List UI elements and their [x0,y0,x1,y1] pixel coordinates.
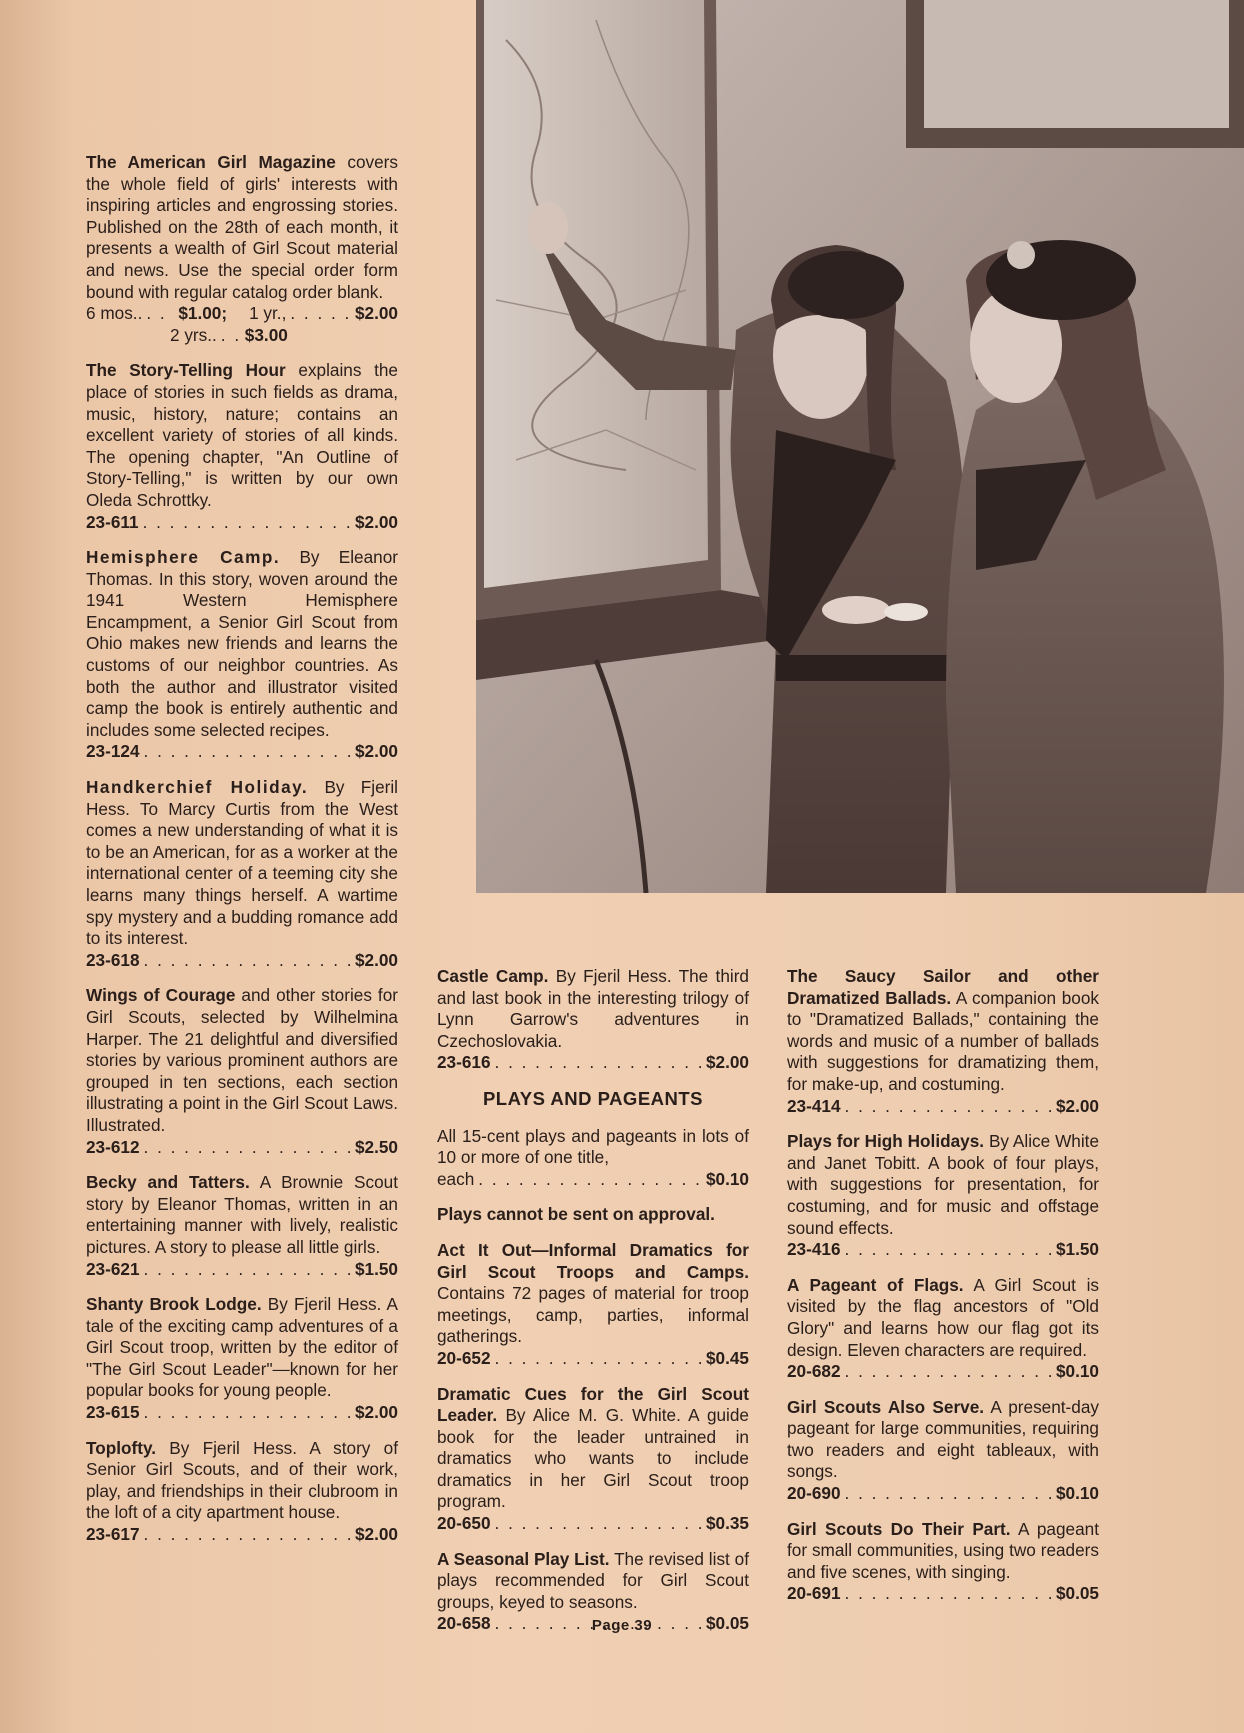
price-line [86,512,398,534]
leader-dots [845,1239,1052,1261]
leader-dots [478,1169,702,1191]
price: $2.00 [354,1524,398,1545]
leader-dots [845,1483,1052,1505]
photo-girl-scouts-at-map [476,0,1244,893]
price: $0.05 [1055,1583,1099,1604]
entry-dramatic-cues [437,1384,749,1535]
price-2-years: $3.00 [244,324,288,345]
leader-dots [845,1583,1052,1605]
catalog-code: 20-691 [787,1583,841,1604]
entry-shanty-brook-lodge [86,1294,398,1424]
entry-saucy-sailor [787,966,1099,1117]
entry-description: explains the place of stories in such fields as drama, music, history, nature; contains an excellent variety of stories of all kinds. The opening chapter, "An Outline of Story-Telling," is written by our own Oleda Schrottky. [86,360,398,510]
column-right [787,966,1099,1619]
catalog-code: 20-682 [787,1361,841,1382]
price: $0.05 [705,1613,749,1634]
entry-description: A present-day pageant for large communities, requiring two readers and eight tableaux, with songs. [787,1396,1099,1482]
catalog-code: 23-617 [86,1524,140,1545]
subscription-line-long [86,325,398,347]
price: $1.50 [1055,1239,1099,1260]
catalog-code: 23-612 [86,1136,140,1157]
catalog-code: 20-690 [787,1483,841,1504]
price: $2.00 [354,741,398,762]
price-line [437,1348,749,1370]
label-1-year: 1 yr., [249,303,287,324]
price: $2.00 [354,1402,398,1423]
label-2-years: 2 yrs.. [170,324,217,345]
entry-description: By Fjeril Hess. To Marcy Curtis from the West comes a new understanding of what it is to be an American, for as a worker at the international center of a teeming city she learns many things herself. A wartime spy mystery and a budding romance add to its interest. [86,777,398,949]
entry-castle-camp [437,966,749,1074]
subscription-line-short [86,303,398,325]
entry-title: Plays for High Holidays. [787,1131,985,1152]
entry-title: Becky and Tatters. [86,1172,250,1193]
label-6-months: 6 mos.. [86,303,143,324]
catalog-code: 23-621 [86,1258,140,1279]
price: $0.45 [705,1347,749,1368]
entry-toplofty [86,1438,398,1546]
price-line [787,1361,1099,1383]
wall-map [476,0,721,620]
entry-description: The revised list of plays recommended for Girl Scout groups, keyed to seasons. [437,1548,749,1612]
leader-dots [144,950,351,972]
entry-description: A companion book to "Dramatized Ballads," containing the words and music of a number of ballads with suggestions for dramatizing them, for make-up, and costuming. [787,987,1100,1094]
leader-dots [144,1137,351,1159]
catalog-code: 23-414 [787,1095,841,1116]
catalog-code: 23-618 [86,949,140,970]
entry-title: Handkerchief Holiday. [86,777,309,798]
entry-title: Castle Camp. [437,966,549,986]
price-line [437,1513,749,1535]
column-middle [437,966,749,1649]
entry-description: All 15-cent plays and pageants in lots of 10 or more of one title, [437,1125,749,1168]
entry-title: Girl Scouts Do Their Part. [787,1518,1011,1539]
leader-dots [845,1096,1052,1118]
price: $2.00 [354,511,398,532]
price-6-months: $1.00; [178,303,228,324]
entry-title: Girl Scouts Also Serve. [787,1396,985,1417]
entry-girl-scouts-also-serve [787,1397,1099,1505]
entry-description: A Brownie Scout story by Eleanor Thomas, written in an entertaining manner with lively, realistic pictures. A story to please all little girls. [86,1172,398,1257]
entry-description: By Fjeril Hess. The third and last book in the interesting trilogy of Lynn Garrow's adventures in Czechoslovakia. [437,966,749,1051]
price-line [787,1239,1099,1261]
entry-hemisphere-camp [86,547,398,763]
entry-title: The American Girl Magazine [86,152,336,172]
entry-title: Shanty Brook Lodge. [86,1294,262,1315]
entry-description: covers the whole field of girls' interests with inspiring articles and engrossing stories. Published on the 28th of each month, it presents a wealth of Girl Scout material and news. Use the special order form bound with regular catalog order blank. [86,152,399,302]
entry-description: By Fjeril Hess. A story of Senior Girl Scouts, and of their work, play, and friendships in their clubroom in the loft of a city apartment house. [86,1437,398,1523]
entry-description: By Alice White and Janet Tobitt. A book of four plays, with suggestions for presentation, for costuming, and for music and offstage sound effects. [787,1131,1099,1238]
leader-dots [221,325,241,347]
price-unit-label: each [437,1168,475,1189]
leader-dots [144,741,351,763]
catalog-code: 23-616 [437,1052,491,1073]
entry-description: By Alice M. G. White. A guide book for the leader untrained in dramatics who wants to include dramatics in her Girl Scout troop program. [437,1405,749,1512]
price-line [86,1402,398,1424]
leader-dots [143,512,351,534]
entry-story-telling-hour [86,360,398,533]
catalog-code: 23-611 [86,511,139,532]
entry-title: A Pageant of Flags. [787,1274,964,1295]
price: $0.10 [705,1168,749,1189]
price: $0.35 [705,1513,749,1534]
entry-title: Dramatic Cues for the Girl Scout Leader. [437,1383,749,1426]
leader-dots [495,1348,702,1370]
price-1-year: $2.00 [354,303,398,324]
price-line [86,1137,398,1159]
entry-description: A pageant for small communities, using two readers and five scenes, with singing. [787,1518,1100,1582]
price: $2.00 [354,949,398,970]
leader-dots [845,1361,1052,1383]
entry-girl-scouts-do-their-part [787,1519,1099,1605]
price-line [437,1052,749,1074]
leader-dots [144,1259,351,1281]
photo-illustration [476,0,1244,893]
entry-description: By Fjeril Hess. A tale of the exciting camp adventures of a Girl Scout troop, written by the editor of "The Girl Scout Leader"—known for her popular books for young people. [86,1294,398,1401]
leader-dots [495,1052,702,1074]
entry-title: Wings of Courage [86,985,236,1006]
price-line [437,1169,749,1191]
price-line [787,1483,1099,1505]
entry-description: By Eleanor Thomas. In this story, woven around the 1941 Western Hemisphere Encampment, a Senior Girl Scout from Ohio makes new friends and learns the customs of our neighbor countries. As both the author and illustrator visited camp the book is entirely authentic and includes some selected recipes. [86,547,398,740]
entry-plays-for-high-holidays [787,1131,1099,1261]
catalog-code: 23-615 [86,1402,140,1423]
entry-title: A Seasonal Play List. [437,1548,610,1569]
entry-title: Toplofty. [86,1437,156,1458]
entry-bulk-pricing [437,1126,749,1191]
leader-dots [146,303,174,325]
price-line [787,1583,1099,1605]
section-heading-plays-and-pageants: PLAYS AND PAGEANTS [482,1087,704,1109]
leader-dots [290,303,351,325]
catalog-code: 23-124 [86,741,140,762]
price: $2.00 [705,1052,749,1073]
price-line [787,1096,1099,1118]
price-line [86,950,398,972]
catalog-code: 20-658 [437,1613,491,1634]
entry-description: and other stories for Girl Scouts, selected by Wilhelmina Harper. The 21 delightful and diversified stories by various prominent authors are grouped in ten sections, each section illustrating a point in the Girl Scout Laws. Illustrated. [86,985,398,1135]
entry-american-girl-magazine [86,152,398,346]
approval-note: Plays cannot be sent on approval. [437,1204,715,1225]
entry-act-it-out [437,1240,749,1370]
entry-handkerchief-holiday [86,777,398,971]
catalog-code: 23-416 [787,1239,841,1260]
price-line [86,1259,398,1281]
picture-frame [906,0,1244,148]
column-left [86,152,398,1560]
price: $2.00 [1055,1095,1099,1116]
price: $0.10 [1055,1483,1099,1504]
leader-dots [495,1513,702,1535]
catalog-code: 20-650 [437,1513,491,1534]
leader-dots [144,1524,351,1546]
price: $2.50 [354,1136,398,1157]
leader-dots [144,1402,351,1424]
price: $0.10 [1055,1361,1099,1382]
page-number: Page 39 [591,1617,653,1634]
price-line [86,741,398,763]
entry-title: The Saucy Sailor and other Dramatized Ballads. [787,966,1099,1008]
entry-wings-of-courage [86,985,398,1158]
entry-description: A Girl Scout is visited by the flag ancestors of "Old Glory" and learns how our flag got its design. Eleven characters are required. [787,1274,1099,1360]
entry-title: Act It Out—Informal Dramatics for Girl Scout Troops and Camps. [437,1239,749,1282]
price-line [86,1524,398,1546]
price: $1.50 [354,1258,398,1279]
entry-becky-and-tatters [86,1172,398,1280]
entry-title: The Story-Telling Hour [86,360,286,381]
entry-pageant-of-flags [787,1275,1099,1383]
entry-title: Hemisphere Camp. [86,547,281,568]
catalog-code: 20-652 [437,1347,491,1368]
entry-description: Contains 72 pages of material for troop meetings, camp, parties, informal gatherings. [437,1283,749,1347]
